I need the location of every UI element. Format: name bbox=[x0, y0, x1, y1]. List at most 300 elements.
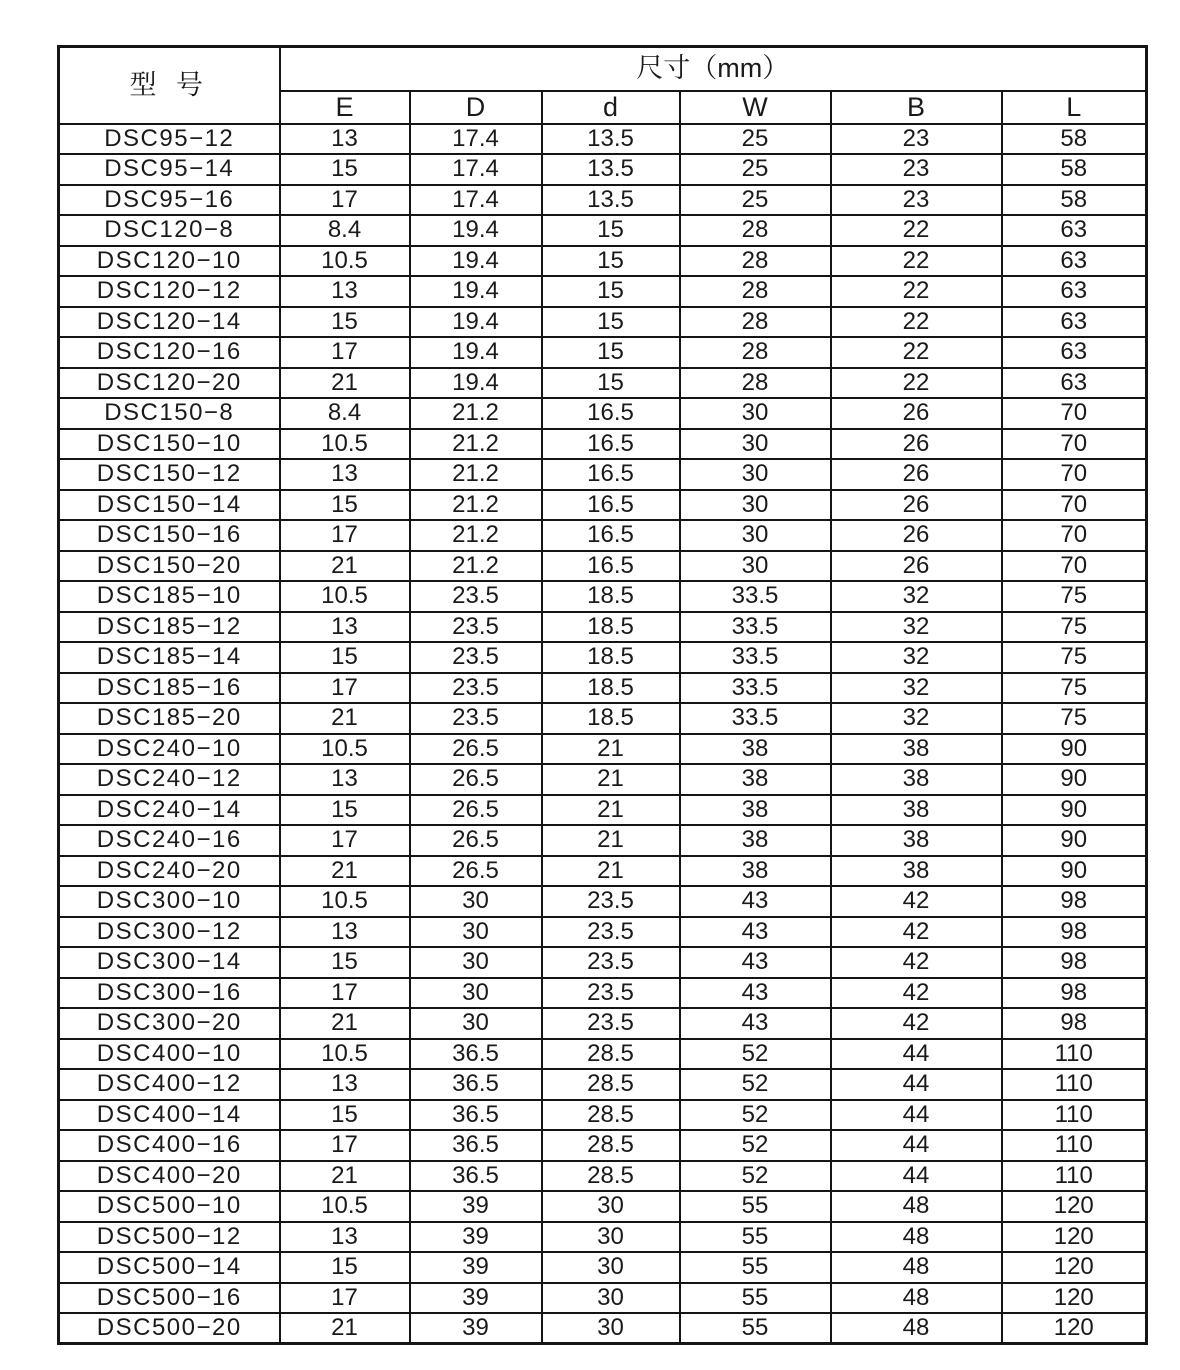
value-cell-W: 52 bbox=[680, 1130, 831, 1161]
table-header bbox=[59, 47, 1147, 124]
value-cell-W: 43 bbox=[680, 947, 831, 978]
value-cell-d: 18.5 bbox=[542, 703, 680, 734]
value-cell-B: 22 bbox=[831, 215, 1002, 246]
model-cell: DSC240−12 bbox=[59, 764, 280, 795]
value-cell-B: 42 bbox=[831, 947, 1002, 978]
value-cell-L: 75 bbox=[1002, 673, 1147, 704]
value-cell-E: 15 bbox=[280, 947, 410, 978]
value-cell-d: 21 bbox=[542, 795, 680, 826]
value-cell-W: 28 bbox=[680, 368, 831, 399]
value-cell-D: 19.4 bbox=[410, 368, 542, 399]
table-row bbox=[59, 1130, 1147, 1161]
table-row bbox=[59, 429, 1147, 460]
value-cell-W: 38 bbox=[680, 795, 831, 826]
value-cell-W: 33.5 bbox=[680, 581, 831, 612]
value-cell-E: 21 bbox=[280, 856, 410, 887]
value-cell-D: 17.4 bbox=[410, 154, 542, 185]
value-cell-B: 32 bbox=[831, 612, 1002, 643]
value-cell-E: 17 bbox=[280, 520, 410, 551]
value-cell-L: 110 bbox=[1002, 1161, 1147, 1192]
value-cell-E: 17 bbox=[280, 185, 410, 216]
table-row bbox=[59, 551, 1147, 582]
value-cell-W: 43 bbox=[680, 978, 831, 1009]
value-cell-L: 63 bbox=[1002, 276, 1147, 307]
model-cell: DSC400−10 bbox=[59, 1039, 280, 1070]
value-cell-E: 21 bbox=[280, 1313, 410, 1344]
value-cell-d: 28.5 bbox=[542, 1130, 680, 1161]
value-cell-W: 33.5 bbox=[680, 673, 831, 704]
value-cell-L: 90 bbox=[1002, 795, 1147, 826]
value-cell-B: 26 bbox=[831, 459, 1002, 490]
table-row bbox=[59, 215, 1147, 246]
model-cell: DSC240−16 bbox=[59, 825, 280, 856]
value-cell-W: 43 bbox=[680, 886, 831, 917]
value-cell-d: 18.5 bbox=[542, 581, 680, 612]
value-cell-L: 120 bbox=[1002, 1222, 1147, 1253]
model-cell: DSC400−16 bbox=[59, 1130, 280, 1161]
model-cell: DSC95−12 bbox=[59, 124, 280, 155]
value-cell-W: 55 bbox=[680, 1313, 831, 1344]
table-row bbox=[59, 886, 1147, 917]
value-cell-d: 30 bbox=[542, 1191, 680, 1222]
table-row bbox=[59, 459, 1147, 490]
value-cell-B: 26 bbox=[831, 429, 1002, 460]
value-cell-W: 30 bbox=[680, 490, 831, 521]
value-cell-W: 38 bbox=[680, 764, 831, 795]
model-cell: DSC500−16 bbox=[59, 1283, 280, 1314]
value-cell-L: 98 bbox=[1002, 947, 1147, 978]
value-cell-E: 13 bbox=[280, 917, 410, 948]
value-cell-E: 17 bbox=[280, 825, 410, 856]
model-cell: DSC120−8 bbox=[59, 215, 280, 246]
value-cell-B: 38 bbox=[831, 764, 1002, 795]
table-row bbox=[59, 1039, 1147, 1070]
value-cell-D: 23.5 bbox=[410, 673, 542, 704]
value-cell-B: 32 bbox=[831, 673, 1002, 704]
value-cell-W: 28 bbox=[680, 246, 831, 277]
value-cell-B: 38 bbox=[831, 734, 1002, 765]
value-cell-W: 30 bbox=[680, 459, 831, 490]
value-cell-W: 52 bbox=[680, 1100, 831, 1131]
table-row bbox=[59, 856, 1147, 887]
value-cell-W: 38 bbox=[680, 856, 831, 887]
value-cell-E: 21 bbox=[280, 551, 410, 582]
value-cell-E: 21 bbox=[280, 703, 410, 734]
value-cell-E: 13 bbox=[280, 276, 410, 307]
value-cell-d: 13.5 bbox=[542, 185, 680, 216]
value-cell-W: 25 bbox=[680, 185, 831, 216]
model-cell: DSC150−12 bbox=[59, 459, 280, 490]
value-cell-L: 98 bbox=[1002, 1008, 1147, 1039]
value-cell-E: 17 bbox=[280, 1130, 410, 1161]
value-cell-L: 58 bbox=[1002, 154, 1147, 185]
value-cell-W: 43 bbox=[680, 1008, 831, 1039]
value-cell-W: 38 bbox=[680, 734, 831, 765]
value-cell-d: 15 bbox=[542, 246, 680, 277]
model-cell: DSC185−12 bbox=[59, 612, 280, 643]
value-cell-W: 33.5 bbox=[680, 703, 831, 734]
value-cell-d: 21 bbox=[542, 856, 680, 887]
value-cell-B: 42 bbox=[831, 978, 1002, 1009]
value-cell-W: 30 bbox=[680, 551, 831, 582]
model-cell: DSC150−8 bbox=[59, 398, 280, 429]
value-cell-D: 39 bbox=[410, 1283, 542, 1314]
model-cell: DSC185−20 bbox=[59, 703, 280, 734]
column-header-d: d bbox=[542, 91, 680, 124]
value-cell-B: 48 bbox=[831, 1313, 1002, 1344]
value-cell-B: 42 bbox=[831, 1008, 1002, 1039]
value-cell-B: 22 bbox=[831, 337, 1002, 368]
value-cell-W: 52 bbox=[680, 1069, 831, 1100]
value-cell-D: 30 bbox=[410, 917, 542, 948]
value-cell-D: 26.5 bbox=[410, 734, 542, 765]
model-cell: DSC400−12 bbox=[59, 1069, 280, 1100]
value-cell-D: 36.5 bbox=[410, 1130, 542, 1161]
value-cell-E: 10.5 bbox=[280, 581, 410, 612]
table-row bbox=[59, 1191, 1147, 1222]
value-cell-D: 19.4 bbox=[410, 337, 542, 368]
value-cell-d: 30 bbox=[542, 1222, 680, 1253]
table-row bbox=[59, 795, 1147, 826]
model-cell: DSC300−14 bbox=[59, 947, 280, 978]
model-cell: DSC150−16 bbox=[59, 520, 280, 551]
value-cell-B: 23 bbox=[831, 154, 1002, 185]
value-cell-d: 23.5 bbox=[542, 917, 680, 948]
value-cell-B: 44 bbox=[831, 1069, 1002, 1100]
value-cell-E: 13 bbox=[280, 1069, 410, 1100]
table-row bbox=[59, 520, 1147, 551]
value-cell-W: 38 bbox=[680, 825, 831, 856]
value-cell-B: 26 bbox=[831, 398, 1002, 429]
value-cell-D: 36.5 bbox=[410, 1161, 542, 1192]
value-cell-D: 26.5 bbox=[410, 795, 542, 826]
value-cell-d: 16.5 bbox=[542, 520, 680, 551]
value-cell-d: 13.5 bbox=[542, 154, 680, 185]
value-cell-E: 21 bbox=[280, 368, 410, 399]
value-cell-D: 39 bbox=[410, 1191, 542, 1222]
value-cell-E: 13 bbox=[280, 459, 410, 490]
value-cell-D: 19.4 bbox=[410, 215, 542, 246]
value-cell-W: 25 bbox=[680, 124, 831, 155]
value-cell-B: 22 bbox=[831, 368, 1002, 399]
value-cell-L: 75 bbox=[1002, 581, 1147, 612]
value-cell-B: 44 bbox=[831, 1130, 1002, 1161]
table-row bbox=[59, 1008, 1147, 1039]
column-header-D: D bbox=[410, 91, 542, 124]
value-cell-B: 32 bbox=[831, 703, 1002, 734]
value-cell-E: 15 bbox=[280, 307, 410, 338]
value-cell-B: 48 bbox=[831, 1191, 1002, 1222]
value-cell-d: 23.5 bbox=[542, 978, 680, 1009]
value-cell-L: 75 bbox=[1002, 703, 1147, 734]
value-cell-L: 110 bbox=[1002, 1039, 1147, 1070]
value-cell-D: 36.5 bbox=[410, 1069, 542, 1100]
value-cell-D: 39 bbox=[410, 1313, 542, 1344]
table-row bbox=[59, 307, 1147, 338]
value-cell-L: 110 bbox=[1002, 1069, 1147, 1100]
value-cell-D: 21.2 bbox=[410, 520, 542, 551]
value-cell-E: 17 bbox=[280, 673, 410, 704]
value-cell-d: 30 bbox=[542, 1283, 680, 1314]
value-cell-W: 43 bbox=[680, 917, 831, 948]
table-row bbox=[59, 124, 1147, 155]
table-row bbox=[59, 642, 1147, 673]
value-cell-d: 18.5 bbox=[542, 673, 680, 704]
value-cell-D: 39 bbox=[410, 1222, 542, 1253]
value-cell-d: 15 bbox=[542, 276, 680, 307]
value-cell-E: 15 bbox=[280, 1252, 410, 1283]
table-row bbox=[59, 398, 1147, 429]
value-cell-d: 30 bbox=[542, 1313, 680, 1344]
model-cell: DSC95−14 bbox=[59, 154, 280, 185]
value-cell-L: 120 bbox=[1002, 1252, 1147, 1283]
value-cell-L: 70 bbox=[1002, 551, 1147, 582]
value-cell-L: 75 bbox=[1002, 612, 1147, 643]
table-row bbox=[59, 734, 1147, 765]
value-cell-D: 23.5 bbox=[410, 642, 542, 673]
value-cell-D: 36.5 bbox=[410, 1100, 542, 1131]
model-cell: DSC500−20 bbox=[59, 1313, 280, 1344]
value-cell-d: 21 bbox=[542, 734, 680, 765]
value-cell-W: 30 bbox=[680, 520, 831, 551]
model-cell: DSC240−10 bbox=[59, 734, 280, 765]
table-row bbox=[59, 581, 1147, 612]
value-cell-d: 16.5 bbox=[542, 459, 680, 490]
value-cell-D: 23.5 bbox=[410, 612, 542, 643]
value-cell-d: 23.5 bbox=[542, 947, 680, 978]
value-cell-E: 10.5 bbox=[280, 1191, 410, 1222]
value-cell-E: 17 bbox=[280, 337, 410, 368]
model-cell: DSC240−14 bbox=[59, 795, 280, 826]
value-cell-E: 15 bbox=[280, 1100, 410, 1131]
value-cell-D: 30 bbox=[410, 947, 542, 978]
model-cell: DSC120−12 bbox=[59, 276, 280, 307]
value-cell-E: 8.4 bbox=[280, 398, 410, 429]
value-cell-W: 52 bbox=[680, 1039, 831, 1070]
table-row bbox=[59, 703, 1147, 734]
model-cell: DSC500−12 bbox=[59, 1222, 280, 1253]
value-cell-E: 15 bbox=[280, 154, 410, 185]
value-cell-E: 8.4 bbox=[280, 215, 410, 246]
value-cell-B: 26 bbox=[831, 520, 1002, 551]
model-cell: DSC150−14 bbox=[59, 490, 280, 521]
value-cell-E: 10.5 bbox=[280, 246, 410, 277]
value-cell-d: 16.5 bbox=[542, 551, 680, 582]
model-cell: DSC240−20 bbox=[59, 856, 280, 887]
value-cell-D: 21.2 bbox=[410, 551, 542, 582]
model-cell: DSC120−20 bbox=[59, 368, 280, 399]
table-row bbox=[59, 825, 1147, 856]
value-cell-D: 21.2 bbox=[410, 459, 542, 490]
value-cell-W: 25 bbox=[680, 154, 831, 185]
dimension-group-header: 尺寸（mm） bbox=[280, 47, 1147, 91]
column-header-B: B bbox=[831, 91, 1002, 124]
value-cell-E: 21 bbox=[280, 1161, 410, 1192]
model-cell: DSC400−20 bbox=[59, 1161, 280, 1192]
value-cell-B: 26 bbox=[831, 490, 1002, 521]
column-header-L: L bbox=[1002, 91, 1147, 124]
value-cell-D: 30 bbox=[410, 886, 542, 917]
value-cell-d: 21 bbox=[542, 764, 680, 795]
value-cell-W: 55 bbox=[680, 1191, 831, 1222]
value-cell-W: 28 bbox=[680, 215, 831, 246]
model-cell: DSC500−10 bbox=[59, 1191, 280, 1222]
value-cell-W: 55 bbox=[680, 1222, 831, 1253]
value-cell-D: 30 bbox=[410, 978, 542, 1009]
table-row bbox=[59, 1252, 1147, 1283]
value-cell-B: 42 bbox=[831, 917, 1002, 948]
value-cell-L: 75 bbox=[1002, 642, 1147, 673]
table-body bbox=[59, 124, 1147, 1344]
table-row bbox=[59, 185, 1147, 216]
value-cell-E: 15 bbox=[280, 490, 410, 521]
value-cell-L: 70 bbox=[1002, 459, 1147, 490]
value-cell-D: 19.4 bbox=[410, 246, 542, 277]
table-row bbox=[59, 1313, 1147, 1344]
column-header-E: E bbox=[280, 91, 410, 124]
value-cell-E: 17 bbox=[280, 1283, 410, 1314]
value-cell-E: 13 bbox=[280, 1222, 410, 1253]
value-cell-W: 33.5 bbox=[680, 642, 831, 673]
value-cell-d: 15 bbox=[542, 337, 680, 368]
value-cell-B: 23 bbox=[831, 185, 1002, 216]
column-header-W: W bbox=[680, 91, 831, 124]
value-cell-d: 21 bbox=[542, 825, 680, 856]
value-cell-L: 70 bbox=[1002, 429, 1147, 460]
value-cell-B: 42 bbox=[831, 886, 1002, 917]
table-row bbox=[59, 1161, 1147, 1192]
value-cell-L: 63 bbox=[1002, 246, 1147, 277]
value-cell-E: 10.5 bbox=[280, 886, 410, 917]
model-cell: DSC300−20 bbox=[59, 1008, 280, 1039]
value-cell-d: 16.5 bbox=[542, 398, 680, 429]
value-cell-D: 26.5 bbox=[410, 764, 542, 795]
model-cell: DSC150−10 bbox=[59, 429, 280, 460]
model-cell: DSC300−10 bbox=[59, 886, 280, 917]
value-cell-E: 10.5 bbox=[280, 734, 410, 765]
table-row bbox=[59, 673, 1147, 704]
value-cell-L: 90 bbox=[1002, 764, 1147, 795]
value-cell-L: 58 bbox=[1002, 185, 1147, 216]
value-cell-L: 120 bbox=[1002, 1313, 1147, 1344]
table-row bbox=[59, 612, 1147, 643]
value-cell-W: 28 bbox=[680, 307, 831, 338]
value-cell-L: 70 bbox=[1002, 398, 1147, 429]
value-cell-D: 17.4 bbox=[410, 124, 542, 155]
table-row bbox=[59, 1100, 1147, 1131]
value-cell-D: 23.5 bbox=[410, 703, 542, 734]
value-cell-d: 18.5 bbox=[542, 642, 680, 673]
model-cell: DSC185−16 bbox=[59, 673, 280, 704]
value-cell-d: 28.5 bbox=[542, 1161, 680, 1192]
table-row bbox=[59, 276, 1147, 307]
table-row bbox=[59, 1283, 1147, 1314]
value-cell-B: 44 bbox=[831, 1100, 1002, 1131]
value-cell-E: 21 bbox=[280, 1008, 410, 1039]
value-cell-W: 55 bbox=[680, 1252, 831, 1283]
value-cell-W: 33.5 bbox=[680, 612, 831, 643]
value-cell-E: 15 bbox=[280, 795, 410, 826]
value-cell-W: 55 bbox=[680, 1283, 831, 1314]
table-row bbox=[59, 917, 1147, 948]
model-cell: DSC120−14 bbox=[59, 307, 280, 338]
value-cell-L: 90 bbox=[1002, 734, 1147, 765]
value-cell-B: 22 bbox=[831, 276, 1002, 307]
value-cell-B: 48 bbox=[831, 1222, 1002, 1253]
value-cell-D: 21.2 bbox=[410, 429, 542, 460]
value-cell-B: 23 bbox=[831, 124, 1002, 155]
table-row bbox=[59, 947, 1147, 978]
value-cell-B: 38 bbox=[831, 856, 1002, 887]
model-cell: DSC500−14 bbox=[59, 1252, 280, 1283]
model-cell: DSC300−16 bbox=[59, 978, 280, 1009]
model-cell: DSC300−12 bbox=[59, 917, 280, 948]
value-cell-D: 26.5 bbox=[410, 825, 542, 856]
value-cell-B: 38 bbox=[831, 825, 1002, 856]
value-cell-W: 28 bbox=[680, 276, 831, 307]
dimension-table bbox=[57, 45, 1148, 1345]
table-row bbox=[59, 337, 1147, 368]
value-cell-L: 110 bbox=[1002, 1100, 1147, 1131]
value-cell-d: 18.5 bbox=[542, 612, 680, 643]
value-cell-B: 44 bbox=[831, 1161, 1002, 1192]
table-row bbox=[59, 1222, 1147, 1253]
value-cell-L: 70 bbox=[1002, 520, 1147, 551]
table-row bbox=[59, 490, 1147, 521]
value-cell-L: 120 bbox=[1002, 1283, 1147, 1314]
value-cell-D: 23.5 bbox=[410, 581, 542, 612]
value-cell-D: 30 bbox=[410, 1008, 542, 1039]
value-cell-W: 30 bbox=[680, 429, 831, 460]
model-cell: DSC95−16 bbox=[59, 185, 280, 216]
value-cell-d: 23.5 bbox=[542, 1008, 680, 1039]
value-cell-D: 39 bbox=[410, 1252, 542, 1283]
model-cell: DSC120−16 bbox=[59, 337, 280, 368]
value-cell-d: 13.5 bbox=[542, 124, 680, 155]
value-cell-E: 10.5 bbox=[280, 429, 410, 460]
value-cell-L: 63 bbox=[1002, 215, 1147, 246]
value-cell-B: 32 bbox=[831, 581, 1002, 612]
value-cell-L: 63 bbox=[1002, 368, 1147, 399]
table-row bbox=[59, 154, 1147, 185]
value-cell-d: 15 bbox=[542, 307, 680, 338]
model-column-header: 型 号 bbox=[59, 47, 280, 124]
value-cell-L: 98 bbox=[1002, 917, 1147, 948]
table-row bbox=[59, 978, 1147, 1009]
value-cell-B: 48 bbox=[831, 1283, 1002, 1314]
value-cell-B: 48 bbox=[831, 1252, 1002, 1283]
value-cell-L: 98 bbox=[1002, 978, 1147, 1009]
model-cell: DSC120−10 bbox=[59, 246, 280, 277]
value-cell-d: 15 bbox=[542, 368, 680, 399]
table-row bbox=[59, 368, 1147, 399]
model-cell: DSC185−14 bbox=[59, 642, 280, 673]
value-cell-B: 22 bbox=[831, 307, 1002, 338]
table-row bbox=[59, 764, 1147, 795]
value-cell-D: 19.4 bbox=[410, 307, 542, 338]
value-cell-W: 28 bbox=[680, 337, 831, 368]
value-cell-E: 13 bbox=[280, 612, 410, 643]
value-cell-d: 30 bbox=[542, 1252, 680, 1283]
value-cell-D: 21.2 bbox=[410, 490, 542, 521]
value-cell-L: 110 bbox=[1002, 1130, 1147, 1161]
value-cell-d: 28.5 bbox=[542, 1100, 680, 1131]
table-row bbox=[59, 246, 1147, 277]
value-cell-E: 17 bbox=[280, 978, 410, 1009]
value-cell-E: 15 bbox=[280, 642, 410, 673]
value-cell-D: 36.5 bbox=[410, 1039, 542, 1070]
value-cell-B: 44 bbox=[831, 1039, 1002, 1070]
